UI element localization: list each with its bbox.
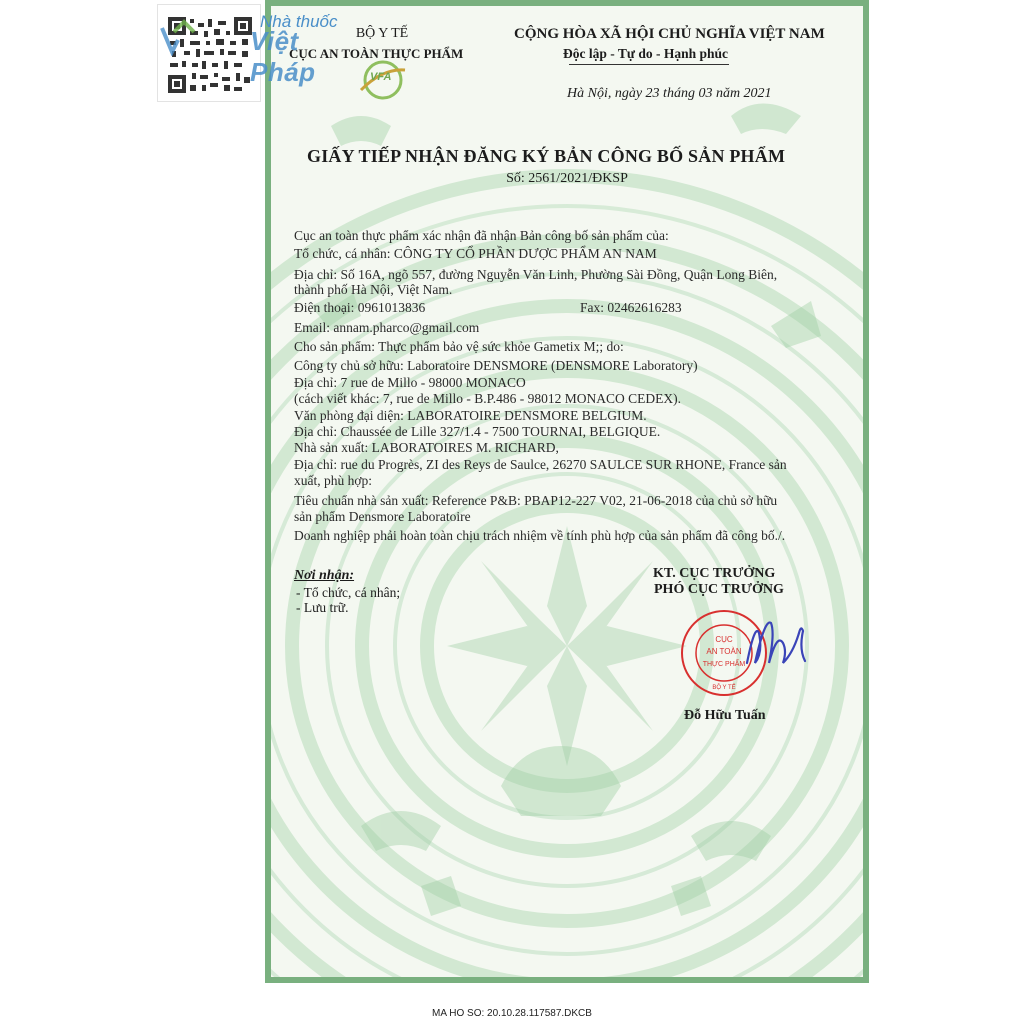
- stamp-bottom: BỘ Y TẾ: [712, 685, 736, 691]
- file-code-footer: MA HO SO: 20.10.28.117587.DKCB: [432, 1008, 592, 1019]
- handwritten-signature: [737, 608, 817, 678]
- place-date: Hà Nội, ngày 23 tháng 03 năm 2021: [567, 86, 772, 101]
- owner-company: Công ty chủ sở hữu: Laboratoire DENSMORE (DENSMORE Laboratory): [294, 358, 698, 373]
- phone: Điện thoại: 0961013836: [294, 300, 426, 315]
- signatory-name: Đỗ Hữu Tuấn: [684, 708, 766, 723]
- national-motto: Độc lập - Tự do - Hạnh phúc: [563, 46, 729, 61]
- pharmacy-watermark: [160, 6, 360, 87]
- pharmacy-logo-icon: [160, 18, 200, 56]
- vfa-logo-text: VFA: [370, 71, 392, 83]
- address-line-1: Địa chỉ: Số 16A, ngõ 557, đường Nguyễn Văn Linh, Phường Sài Đồng, Quận Long Biên,: [294, 267, 778, 282]
- responsibility-statement: Doanh nghiệp phải hoàn toàn chịu trách nhiệm về tính phù hợp của sản phẩm đã công bố./.: [294, 528, 786, 543]
- document-title: GIẤY TIẾP NHẬN ĐĂNG KÝ BẢN CÔNG BỐ SẢN PHẨM: [307, 146, 786, 166]
- certificate-document: [265, 0, 869, 983]
- representative-office: Văn phòng đại diện: LABORATOIRE DENSMORE BELGIUM.: [294, 408, 647, 423]
- republic-name: CỘNG HÒA XÃ HỘI CHỦ NGHĨA VIỆT NAM: [514, 26, 825, 42]
- recipients-label: Nơi nhận:: [294, 568, 355, 583]
- organization: Tổ chức, cá nhân: CÔNG TY CỔ PHẦN DƯỢC PHẨM AN NAM: [294, 246, 657, 261]
- stamp-center-2: AN TOÀN: [706, 647, 742, 656]
- manufacturer-address-1: Địa chỉ: rue du Progrès, ZI des Reys de Saulce, 26270 SAULCE SUR RHONE, France sản: [294, 457, 787, 472]
- manufacturer-address-2: xuất, phù hợp:: [294, 473, 373, 488]
- stamp-center-3: THỰC PHẨM: [702, 661, 746, 668]
- watermark-line-1: Nhà thuốc: [260, 12, 338, 31]
- representative-address: Địa chỉ: Chaussée de Lille 327/1.4 - 7500 TOURNAI, BELGIQUE.: [294, 424, 661, 439]
- product: Cho sản phẩm: Thực phẩm bảo vệ sức khỏe Gametix M;; do:: [294, 339, 624, 354]
- agency-name: CỤC AN TOÀN THỰC PHẨM: [289, 46, 464, 61]
- owner-address-alt: (cách viết khác: 7, rue de Millo - B.P.486 - 98012 MONACO CEDEX).: [294, 391, 681, 406]
- watermark-line-2: Việt Pháp: [250, 26, 316, 87]
- recipient-item-1: - Tổ chức, cá nhân;: [296, 585, 401, 600]
- signatory-line-1: KT. CỤC TRƯỞNG: [653, 566, 776, 581]
- manufacturer: Nhà sản xuất: LABORATOIRES M. RICHARD,: [294, 440, 559, 455]
- recipient-item-2: - Lưu trữ.: [296, 600, 349, 615]
- email: Email: annam.pharco@gmail.com: [294, 320, 480, 335]
- standard-line-2: sản phẩm Densmore Laboratoire: [294, 509, 471, 524]
- owner-address: Địa chỉ: 7 rue de Millo - 98000 MONACO: [294, 375, 526, 390]
- address-line-2: thành phố Hà Nội, Việt Nam.: [294, 282, 453, 297]
- fax: Fax: 02462616283: [580, 300, 682, 315]
- stamp-center-1: CỤC: [715, 635, 733, 644]
- intro-text: Cục an toàn thực phẩm xác nhận đã nhận Bản công bố sản phẩm của:: [294, 228, 669, 243]
- document-number: Số: 2561/2021/ĐKSP: [506, 171, 628, 186]
- signatory-line-2: PHÓ CỤC TRƯỞNG: [654, 582, 784, 597]
- ministry-name: BỘ Y TẾ: [355, 26, 409, 41]
- standard-line-1: Tiêu chuẩn nhà sản xuất: Reference P&B: PBAP12-227 V02, 21-06-2018 của chủ sở hữu: [294, 493, 778, 508]
- motto-underline: [569, 64, 729, 65]
